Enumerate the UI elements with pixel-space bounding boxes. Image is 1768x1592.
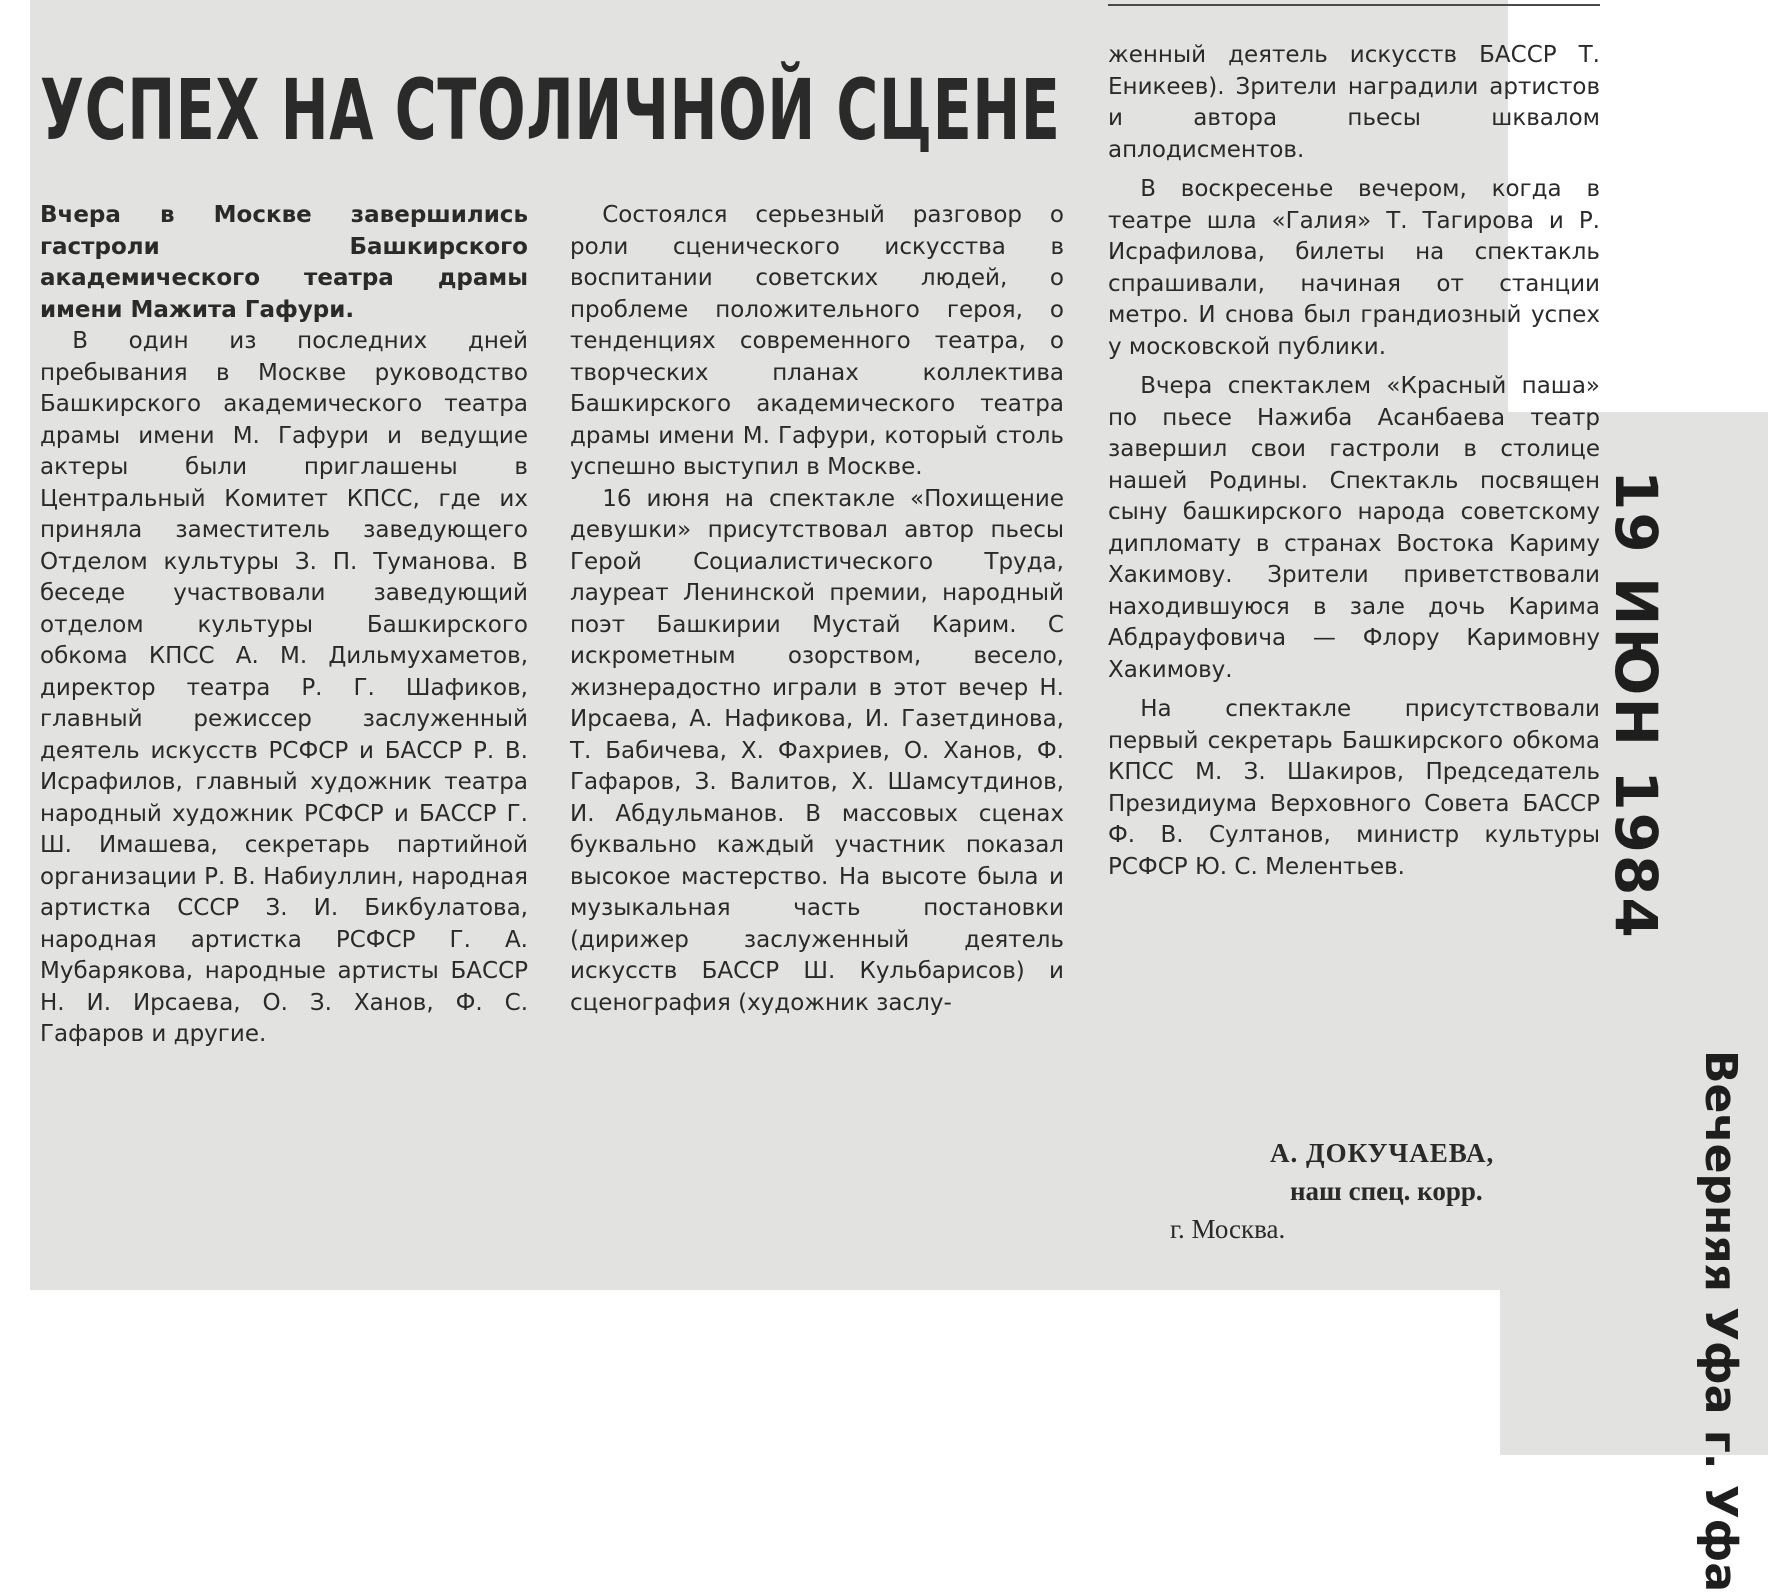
date-stamp xyxy=(1604,470,1668,940)
author-role: наш спец. корр. xyxy=(1290,1176,1483,1206)
lead-paragraph: Вчера в Москве завершились гастроли Башкирского академического театра драмы имени Мажита Гафури. xyxy=(40,202,528,323)
article-paragraph: На спектакле присутствовали первый секретарь Башкирского обкома КПСС М. З. Шакиров, Председатель Президиума Верховного Совета БАССР Ф. В. Султанов, министр культуры РСФСР Ю. С. Мелентьев. xyxy=(1108,696,1600,880)
article-paragraph: В один из последних дней пребывания в Москве руководство Башкирского академического театра драмы имени М. Гафури и ведущие актеры были приглашены в Центральный Комитет КПСС, где их приняла заместитель заведующего Отделом культуры З. П. Туманова. В беседе участвовали заведующий отделом культуры Башкирского обкома КПСС А. М. Дильмухаметов, директор театра Р. Г. Шафиков, главный режиссер заслуженный деятель искусств РСФСР и БАССР Р. В. Исрафилов, главный художник театра народный художник РСФСР и БАССР Г. Ш. Имашева, секретарь партийной организации Р. В. Набиуллин, народная артистка СССР З. И. Бикбулатова, народная артистка РСФСР Г. А. Мубарякова, народные артисты БАССР Н. И. Ирсаева, О. З. Ханов, Ф. С. Гафаров и другие. xyxy=(40,328,528,1047)
author-name: А. ДОКУЧАЕВА, xyxy=(1270,1138,1495,1168)
article-paragraph: женный деятель искусств БАССР Т. Еникеев). Зрители наградили артистов и автора пьесы шквалом аплодисментов. xyxy=(1108,42,1600,163)
article-paragraph: Состоялся серьезный разговор о роли сценического искусства в воспитании советских людей, о проблеме положительного героя, о тенденциях современного театра, о творческих планах коллектива Башкирского академического театра драмы имени М. Гафури, который столь успешно выступил в Москве. xyxy=(570,202,1064,480)
article-paragraph: В воскресенье вечером, когда в театре шла «Галия» Т. Тагирова и Р. Исрафилова, билеты на спектакль спрашивали, начиная от станции метро. И снова был грандиозный успех у московской публики. xyxy=(1108,176,1600,360)
article-column-2 xyxy=(570,200,1064,1019)
newspaper-stamp: Вечерняя Уфа г. Уфа xyxy=(1695,1050,1746,1592)
stamp-date: 19 ИЮН 1984 xyxy=(1602,470,1670,940)
top-rule xyxy=(1108,4,1600,6)
article-column-3 xyxy=(1108,40,1600,883)
article-paragraph: Вчера спектаклем «Красный паша» по пьесе Нажиба Асанбаева театр завершил свои гастроли в столице нашей Родины. Спектакль посвящен сыну башкирского народа советскому дипломату в странах Востока Кариму Хакимову. Зрители приветствовали находившуюся в зале дочь Карима Абдрауфовича — Флору Каримовну Хакимову. xyxy=(1108,373,1600,683)
article-column-1 xyxy=(40,200,528,1051)
article-paragraph: 16 июня на спектакле «Похищение девушки» присутствовал автор пьесы Герой Социалистического Труда, лауреат Ленинской премии, народный поэт Башкирии Мустай Карим. С искрометным озорством, весело, жизнерадостно играли в этот вечер Н. Ирсаева, А. Нафикова, И. Газетдинова, Т. Бабичева, Х. Фахриев, О. Ханов, Ф. Гафаров, З. Валитов, Х. Шамсутдинов, И. Абдульманов. В массовых сценах буквально каждый участник показал высокое мастерство. На высоте была и музыкальная часть постановки (дирижер заслуженный деятель искусств БАССР Ш. Кульбарисов) и сценография (художник заслу- xyxy=(570,485,1064,1016)
headline: УСПЕХ НА СТОЛИЧНОЙ СЦЕНЕ xyxy=(40,61,1061,159)
dateline-city: г. Москва. xyxy=(1170,1214,1286,1244)
